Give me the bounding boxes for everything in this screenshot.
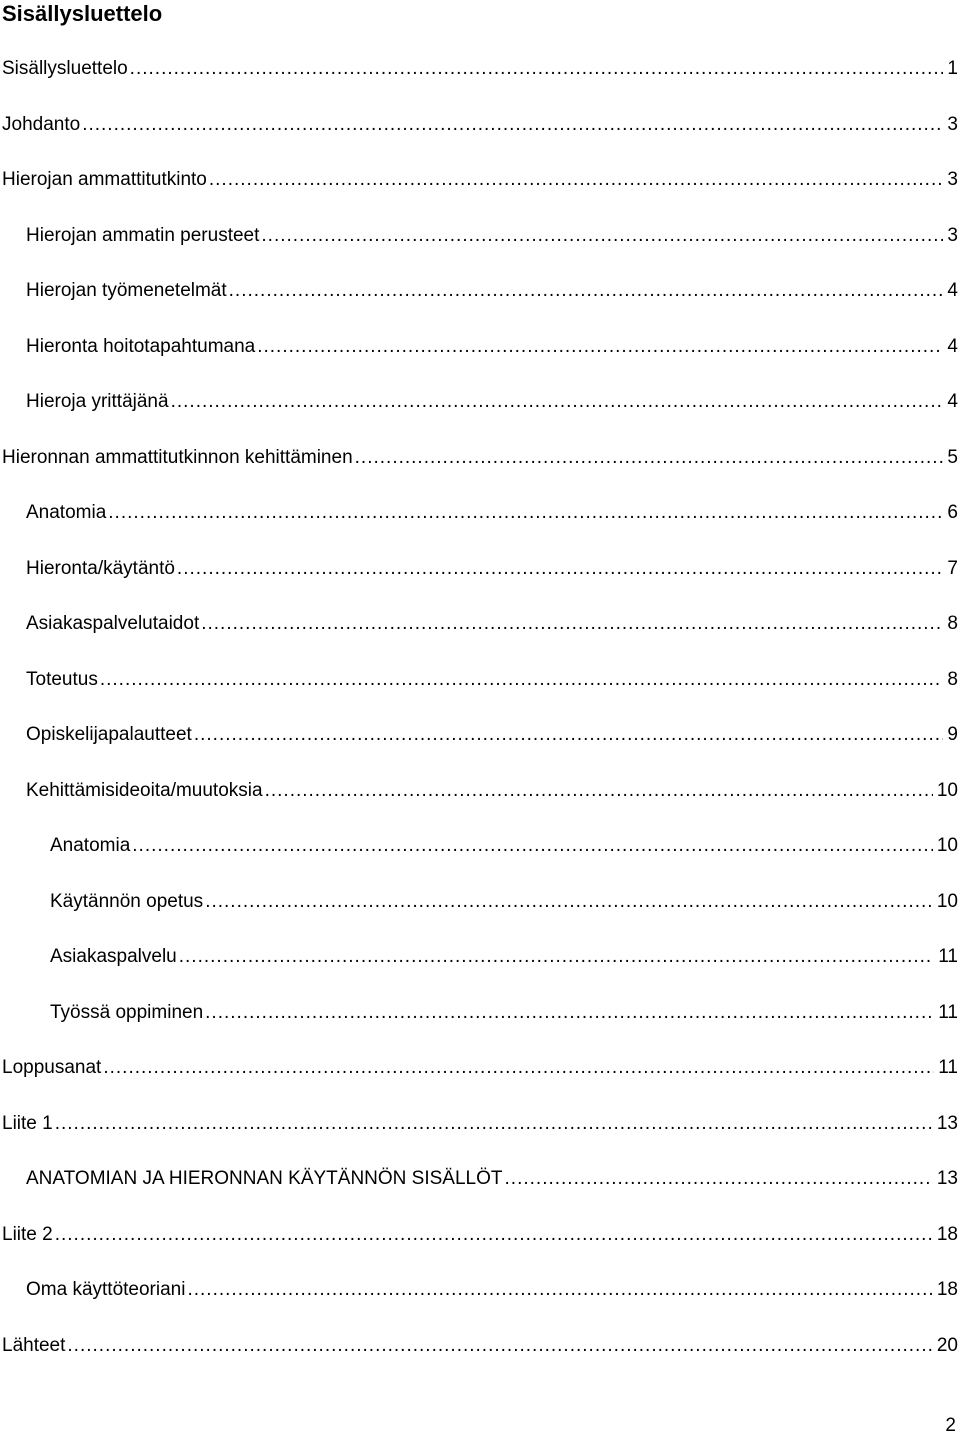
toc-dot-leader — [67, 1332, 932, 1360]
toc-entry-label: Hieronta hoitotapahtumana — [26, 335, 256, 357]
toc-entry[interactable] — [0, 55, 958, 111]
toc-entry-label: Kehittämisideoita/muutoksia — [26, 779, 263, 801]
toc-entry-label: Liite 2 — [2, 1223, 53, 1245]
toc-entry-page: 11 — [938, 946, 958, 967]
toc-dot-leader — [130, 55, 944, 83]
toc-dot-leader — [100, 666, 944, 694]
toc-dot-leader — [265, 777, 933, 805]
toc-entry[interactable] — [0, 1221, 958, 1277]
toc-dot-leader — [132, 832, 933, 860]
toc-entry-label: Hieroja yrittäjänä — [26, 391, 169, 412]
toc-entry[interactable] — [0, 832, 958, 888]
toc-entry-page: 18 — [936, 1279, 958, 1300]
toc-entry-page: 3 — [947, 169, 958, 190]
toc-entry[interactable] — [0, 666, 958, 722]
toc-dot-leader — [179, 943, 935, 971]
toc-entry-label: Anatomia — [26, 502, 107, 523]
table-of-contents — [0, 55, 958, 1387]
toc-entry-label: Hieronnan ammattitutkinnon kehittäminen — [2, 446, 353, 468]
toc-entry[interactable] — [0, 444, 958, 500]
toc-entry-label: Lähteet — [2, 1334, 66, 1356]
toc-entry[interactable] — [0, 111, 958, 167]
toc-entry-page: 10 — [936, 890, 958, 912]
page-title: Sisällysluettelo — [2, 1, 163, 26]
toc-entry-label: Hierojan ammattitutkinto — [2, 169, 207, 190]
toc-entry-label: Työssä oppiminen — [50, 1001, 204, 1023]
toc-dot-leader — [171, 388, 944, 416]
toc-entry-page: 20 — [936, 1334, 958, 1356]
toc-dot-leader — [201, 610, 943, 638]
toc-entry-page: 7 — [947, 557, 958, 579]
toc-entry-page: 9 — [947, 724, 958, 745]
toc-entry[interactable] — [0, 943, 958, 999]
toc-dot-leader — [187, 1276, 932, 1304]
toc-dot-leader — [82, 111, 943, 139]
toc-entry[interactable] — [0, 1165, 958, 1221]
toc-entry[interactable] — [0, 777, 958, 833]
toc-dot-leader — [229, 277, 944, 305]
toc-entry-label: Anatomia — [50, 835, 131, 856]
toc-entry-label: Käytännön opetus — [50, 890, 204, 912]
toc-entry-page: 4 — [947, 335, 958, 357]
page-number: 2 — [945, 1415, 956, 1436]
toc-entry[interactable] — [0, 1054, 958, 1110]
toc-entry[interactable] — [0, 721, 958, 777]
toc-entry-label: Asiakaspalvelu — [50, 946, 177, 967]
toc-entry-label: Opiskelijapalautteet — [26, 724, 192, 745]
toc-entry-label: Liite 1 — [2, 1112, 53, 1134]
toc-entry-page: 3 — [947, 224, 958, 246]
toc-entry-label: ANATOMIAN JA HIERONNAN KÄYTÄNNÖN SISÄLLÖT — [26, 1168, 503, 1189]
toc-entry[interactable] — [0, 555, 958, 611]
toc-entry[interactable] — [0, 888, 958, 944]
toc-dot-leader — [103, 1054, 934, 1082]
toc-entry-page: 4 — [947, 280, 958, 301]
toc-entry-label: Sisällysluettelo — [2, 58, 128, 79]
toc-entry-label: Hieronta/käytäntö — [26, 557, 175, 579]
toc-entry-label: Oma käyttöteoriani — [26, 1279, 186, 1300]
toc-dot-leader — [55, 1221, 933, 1249]
toc-dot-leader — [205, 999, 934, 1027]
toc-entry-page: 3 — [947, 113, 958, 135]
toc-entry-page: 5 — [947, 446, 958, 468]
toc-entry-page: 8 — [947, 668, 958, 690]
toc-entry-label: Hierojan työmenetelmät — [26, 280, 227, 301]
toc-entry-page: 11 — [938, 1057, 958, 1078]
toc-entry[interactable] — [0, 999, 958, 1055]
toc-entry[interactable] — [0, 333, 958, 389]
toc-dot-leader — [505, 1165, 933, 1193]
toc-entry[interactable] — [0, 388, 958, 444]
toc-entry[interactable] — [0, 499, 958, 555]
toc-entry-page: 13 — [936, 1112, 958, 1134]
toc-entry-label: Asiakaspalvelutaidot — [26, 613, 200, 634]
toc-entry-label: Johdanto — [2, 113, 81, 135]
toc-entry-page: 10 — [936, 835, 958, 856]
toc-entry-page: 6 — [947, 502, 958, 523]
toc-entry-page: 18 — [936, 1223, 958, 1245]
toc-dot-leader — [177, 555, 944, 583]
toc-entry[interactable] — [0, 1332, 958, 1388]
toc-entry-page: 1 — [947, 58, 958, 79]
toc-entry-label: Toteutus — [26, 668, 98, 690]
toc-entry[interactable] — [0, 610, 958, 666]
toc-entry-page: 13 — [936, 1168, 958, 1189]
toc-dot-leader — [257, 333, 943, 361]
toc-dot-leader — [194, 721, 944, 749]
toc-entry-page: 10 — [936, 779, 958, 801]
toc-dot-leader — [205, 888, 933, 916]
toc-dot-leader — [261, 222, 943, 250]
toc-entry[interactable] — [0, 222, 958, 278]
toc-entry-page: 11 — [938, 1001, 958, 1023]
toc-entry[interactable] — [0, 1110, 958, 1166]
toc-entry[interactable] — [0, 1276, 958, 1332]
toc-entry-label: Loppusanat — [2, 1057, 102, 1078]
toc-dot-leader — [55, 1110, 933, 1138]
toc-dot-leader — [108, 499, 943, 527]
toc-entry[interactable] — [0, 166, 958, 222]
toc-entry-label: Hierojan ammatin perusteet — [26, 224, 260, 246]
toc-dot-leader — [355, 444, 944, 472]
toc-entry[interactable] — [0, 277, 958, 333]
toc-entry-page: 4 — [947, 391, 958, 412]
toc-dot-leader — [209, 166, 944, 194]
toc-entry-page: 8 — [947, 613, 958, 634]
